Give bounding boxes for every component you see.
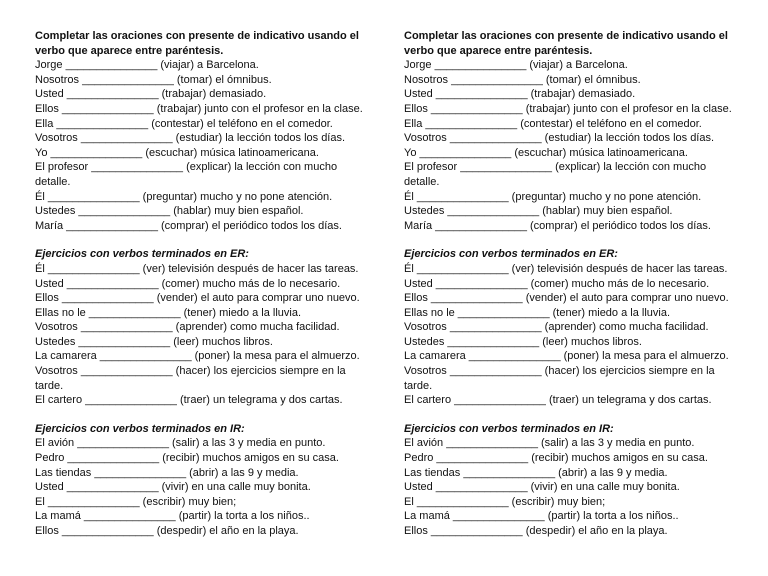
exercise-line: María _______________ (comprar) el periódico todos los días. [35,219,342,232]
exercise-line: Ellos _______________ (despedir) el año en la playa. [404,525,668,537]
exercise-line: Ella _______________ (contestar) el teléfono en el comedor. [404,117,702,130]
exercise-line: Ellos _______________ (vender) el auto para comprar uno nuevo. [35,292,360,305]
exercise-line: Nosotros _______________ (tomar) el ómnibus. [404,73,641,86]
exercise-line: Yo _______________ (escuchar) música latinoamericana. [404,146,688,159]
exercise-line: El _______________ (escribir) muy bien; [404,495,606,508]
worksheet-column-right [404,29,744,539]
exercise-line: Las tiendas _______________ (abrir) a las 9 y media. [404,466,668,479]
exercise-line: Nosotros _______________ (tomar) el ómnibus. [35,73,272,86]
ar-exercises [35,58,375,233]
exercise-line: Yo _______________ (escuchar) música latinoamericana. [35,146,319,159]
exercise-line: Ustedes _______________ (leer) muchos libros. [404,335,642,348]
exercise-line: Ellas no le _______________ (tener) miedo a la lluvia. [404,306,671,319]
er-section-heading: Ejercicios con verbos terminados en ER: [35,248,249,261]
exercise-line: Ellos _______________ (trabajar) junto con el profesor en la clase. [35,102,363,115]
exercise-line: Usted _______________ (vivir) en una calle muy bonita. [35,481,311,494]
exercise-line: El profesor _______________ (explicar) la lección con mucho detalle. [404,161,707,188]
exercise-line: Ellos _______________ (trabajar) junto con el profesor en la clase. [404,102,732,115]
exercise-line: María _______________ (comprar) el periódico todos los días. [404,219,711,232]
exercise-line: Ellos _______________ (despedir) el año en la playa. [35,525,299,537]
exercise-line: Ustedes _______________ (hablar) muy bien español. [35,205,304,218]
ar-exercises [404,58,744,233]
exercise-line: Ellos _______________ (vender) el auto para comprar uno nuevo. [404,292,729,305]
exercise-line: Vosotros _______________ (aprender) como mucha facilidad. [404,321,709,334]
exercise-line: Vosotros _______________ (estudiar) la lección todos los días. [404,132,715,145]
exercise-line: Ella _______________ (contestar) el teléfono en el comedor. [35,117,333,130]
exercise-line: El profesor _______________ (explicar) la lección con mucho detalle. [35,161,338,188]
worksheet-title: Completar las oraciones con presente de indicativo usando el verbo que aparece entre paréntesis. [404,30,728,57]
exercise-line: El avión _______________ (salir) a las 3 y media en punto. [35,437,326,450]
exercise-line: La camarera _______________ (poner) la mesa para el almuerzo. [35,350,360,363]
ir-section-heading: Ejercicios con verbos terminados en IR: [35,422,245,435]
exercise-line: Usted _______________ (trabajar) demasiado. [35,88,267,101]
exercise-line: La mamá _______________ (partir) la torta a los niños.. [404,510,679,523]
exercise-line: El cartero _______________ (traer) un telegrama y dos cartas. [35,394,343,407]
er-exercises [404,262,744,408]
exercise-line: Ustedes _______________ (hablar) muy bien español. [404,205,673,218]
exercise-line: La mamá _______________ (partir) la torta a los niños.. [35,510,310,523]
exercise-line: Usted _______________ (vivir) en una calle muy bonita. [404,481,680,494]
ir-section-heading: Ejercicios con verbos terminados en IR: [404,422,614,435]
exercise-line: Él _______________ (ver) televisión después de hacer las tareas. [35,262,359,275]
worksheet-title: Completar las oraciones con presente de indicativo usando el verbo que aparece entre paréntesis. [35,30,359,57]
exercise-line: Ellas no le _______________ (tener) miedo a la lluvia. [35,306,302,319]
exercise-line: Usted _______________ (comer) mucho más de lo necesario. [404,277,710,290]
exercise-line: Él _______________ (ver) televisión después de hacer las tareas. [404,262,728,275]
exercise-line: Jorge _______________ (viajar) a Barcelona. [35,59,259,72]
exercise-line: Las tiendas _______________ (abrir) a las 9 y media. [35,466,299,479]
ir-exercises [35,436,375,538]
exercise-line: Vosotros _______________ (aprender) como mucha facilidad. [35,321,340,334]
exercise-line: Pedro _______________ (recibir) muchos amigos en su casa. [404,452,708,465]
exercise-line: Usted _______________ (comer) mucho más de lo necesario. [35,277,341,290]
exercise-line: La camarera _______________ (poner) la mesa para el almuerzo. [404,350,729,363]
er-exercises [35,262,375,408]
exercise-line: Ustedes _______________ (leer) muchos libros. [35,335,273,348]
ir-exercises [404,436,744,538]
exercise-line: El _______________ (escribir) muy bien; [35,495,237,508]
exercise-line: Vosotros _______________ (estudiar) la lección todos los días. [35,132,346,145]
exercise-line: El avión _______________ (salir) a las 3 y media en punto. [404,437,695,450]
exercise-line: El cartero _______________ (traer) un telegrama y dos cartas. [404,394,712,407]
exercise-line: Él _______________ (preguntar) mucho y no pone atención. [404,190,702,203]
worksheet-column-left [35,29,375,539]
exercise-line: Vosotros _______________ (hacer) los ejercicios siempre en la tarde. [35,365,346,392]
er-section-heading: Ejercicios con verbos terminados en ER: [404,248,618,261]
exercise-line: Usted _______________ (trabajar) demasiado. [404,88,636,101]
exercise-line: Él _______________ (preguntar) mucho y no pone atención. [35,190,333,203]
exercise-line: Jorge _______________ (viajar) a Barcelona. [404,59,628,72]
exercise-line: Vosotros _______________ (hacer) los ejercicios siempre en la tarde. [404,365,715,392]
exercise-line: Pedro _______________ (recibir) muchos amigos en su casa. [35,452,339,465]
